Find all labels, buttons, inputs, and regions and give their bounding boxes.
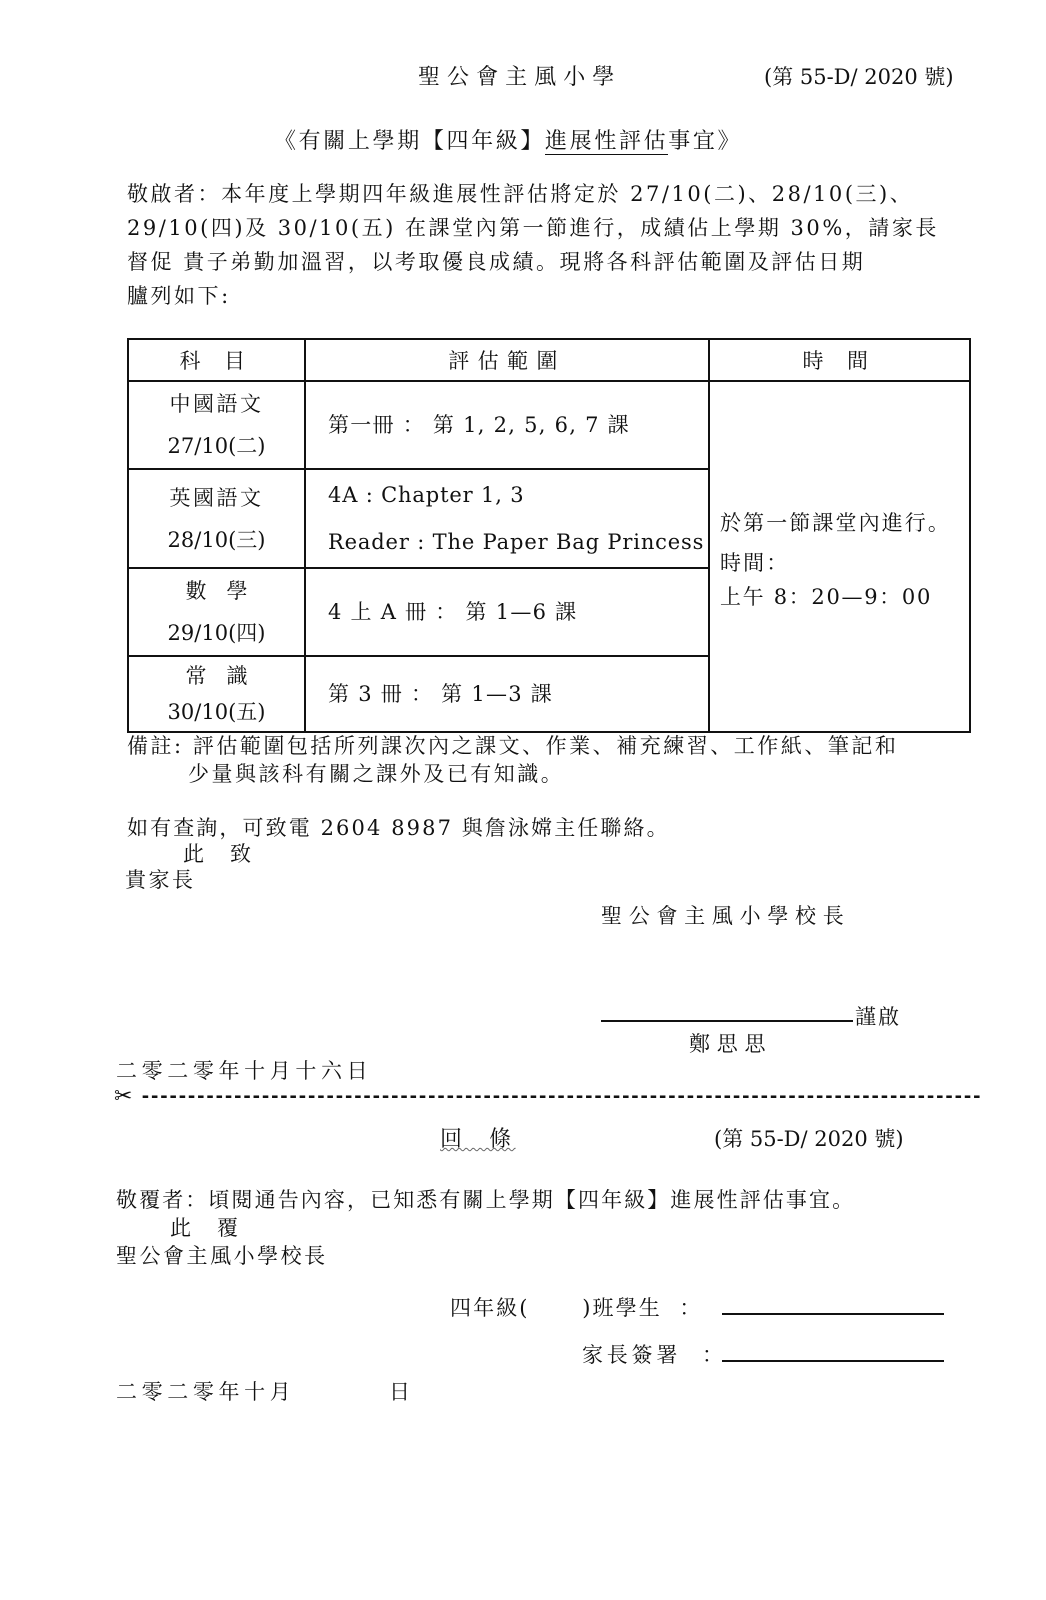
scope-cell — [305, 568, 709, 656]
ci-fu: 此 覆 — [170, 1216, 243, 1240]
time-line-3: 上午 8：20—9：00 — [720, 584, 932, 609]
scope-cell — [305, 656, 709, 732]
subject-cell — [128, 469, 305, 568]
reply-body: 敬覆者：頃閱通告內容，已知悉有關上學期【四年級】進展性評估事宜。 — [116, 1188, 856, 1212]
subject-date: 27/10(二) — [167, 434, 266, 458]
subject-date: 29/10(四) — [167, 621, 266, 645]
scope-text: 第 3 冊 ： 第 1—3 課 — [328, 681, 554, 706]
time-line-2: 時間： — [720, 550, 790, 575]
reply-date-suffix: 日 — [389, 1380, 410, 1404]
scissors-icon: ✂ — [114, 1084, 133, 1109]
subject-name: 數 學 — [185, 579, 248, 603]
table-row — [128, 381, 970, 469]
school-name: 聖公會主風小學 — [418, 65, 622, 90]
reply-title: 回 條 — [440, 1127, 516, 1152]
student-label: 四年級( )班學生 ： — [450, 1296, 703, 1320]
subject-cell — [128, 568, 305, 656]
principal-title: 聖公會主風小學校長 — [601, 904, 851, 928]
student-name-field[interactable] — [722, 1313, 944, 1315]
time-cell — [709, 381, 970, 732]
subject-date: 30/10(五) — [167, 700, 266, 724]
intro-line-1: 敬啟者：本年度上學期四年級進展性評估將定於 27/10(二)、28/10(三)、 — [127, 182, 914, 206]
notice-title — [274, 124, 742, 155]
parent-signature-field[interactable] — [722, 1360, 944, 1362]
reference-number: (第 55-D/ 2020 號) — [764, 65, 954, 89]
intro-line-2: 29/10(四)及 30/10(五) 在課堂內第一節進行，成績佔上學期 30%，請家長 — [127, 216, 939, 240]
parent-signature-label: 家長簽署 ： — [582, 1343, 727, 1367]
table-header-row — [128, 339, 970, 381]
scope-cell — [305, 469, 709, 568]
jin-qi: 謹啟 — [855, 1005, 902, 1029]
scope-text: 第一冊 ： 第 1, 2, 5, 6, 7 課 — [328, 412, 630, 437]
subject-cell — [128, 656, 305, 732]
time-line-1: 於第一節課堂內進行。 — [720, 510, 951, 535]
intro-line-4: 臚列如下: — [127, 284, 231, 308]
principal-name: 鄭思思 — [689, 1032, 773, 1056]
scope-text: 4A : Chapter 1, 3 — [328, 482, 525, 507]
header-scope: 評估範圍 — [305, 339, 709, 381]
signature-line — [601, 1020, 853, 1022]
subject-name: 英國語文 — [169, 485, 264, 510]
title-suffix: 事宜》 — [668, 129, 743, 154]
ci-zhi: 此 致 — [183, 842, 256, 866]
title-prefix: 《有關上學期【四年級】 — [274, 129, 546, 154]
contact-line: 如有查詢，可致電 2604 8987 與詹泳嫦主任聯絡。 — [127, 816, 670, 840]
reply-recipient: 聖公會主風小學校長 — [116, 1244, 328, 1268]
scope-text: Reader : The Paper Bag Princess — [328, 529, 705, 554]
header-time: 時 間 — [709, 339, 970, 381]
recipient: 貴家長 — [125, 868, 196, 892]
header-subject: 科 目 — [128, 339, 305, 381]
title-underlined: 進展性評估 — [545, 129, 669, 154]
reply-reference-number: (第 55-D/ 2020 號) — [714, 1127, 904, 1151]
scope-cell — [305, 381, 709, 469]
subject-date: 28/10(三) — [167, 527, 266, 552]
subject-name: 常 識 — [185, 664, 248, 688]
scope-text: 4 上 A 冊 ： 第 1—6 課 — [328, 599, 578, 624]
notice-date: 二零二零年十月十六日 — [116, 1059, 373, 1083]
intro-line-3: 督促 貴子弟勤加溫習，以考取優良成績。現將各科評估範圍及評估日期 — [127, 250, 866, 274]
subject-name: 中國語文 — [169, 392, 264, 416]
assessment-schedule-table — [127, 338, 971, 733]
cut-dashed-line: ------------------------------------------------------------------------------------------- — [140, 1086, 981, 1107]
reply-date-prefix: 二零二零年十月 — [116, 1380, 296, 1404]
remark-line-2: 少量與該科有關之課外及已有知識。 — [188, 762, 565, 786]
subject-cell — [128, 381, 305, 469]
remark-line-1: 備註: 評估範圍包括所列課次內之課文、作業、補充練習、工作紙、筆記和 — [127, 734, 899, 758]
